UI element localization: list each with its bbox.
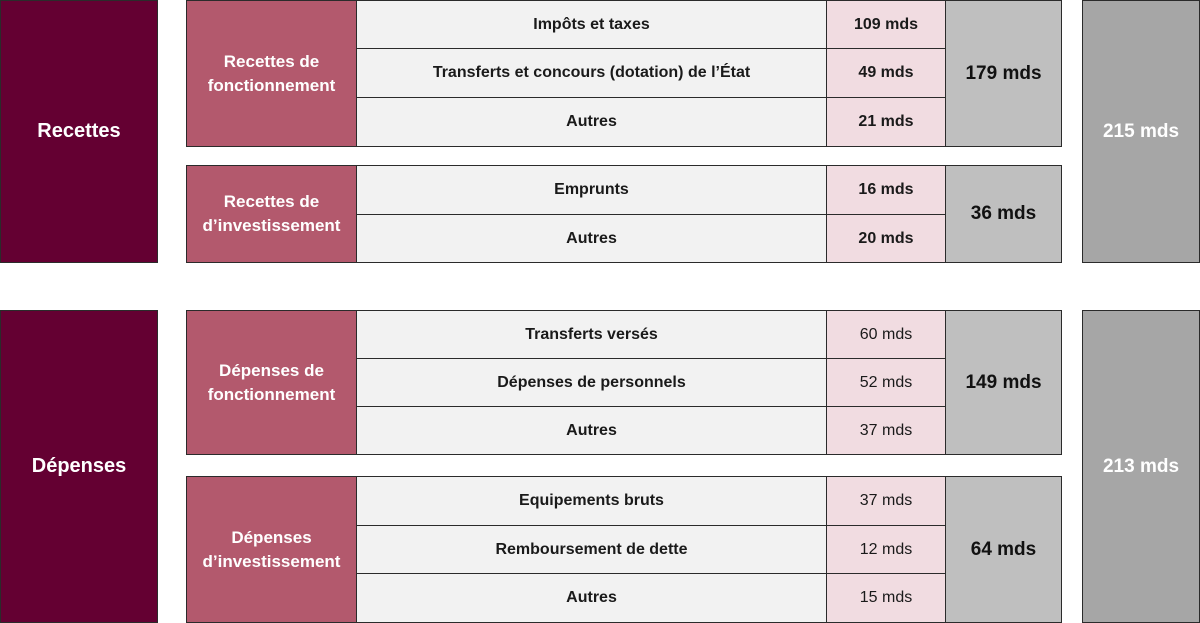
recettes-investissement-subtotal: 36 mds: [945, 165, 1062, 263]
recettes-fonctionnement-label: Recettes de fonctionnement: [186, 0, 357, 147]
item-value: 109 mds: [826, 0, 946, 49]
recettes-fonctionnement-subtotal: 179 mds: [945, 0, 1062, 147]
recettes-investissement-label: Recettes de d’investissement: [186, 165, 357, 263]
depenses-investissement-subtotal: 64 mds: [945, 476, 1062, 623]
item-label: Autres: [356, 214, 827, 263]
item-label: Equipements bruts: [356, 476, 827, 526]
item-label: Impôts et taxes: [356, 0, 827, 49]
item-value: 52 mds: [826, 358, 946, 407]
item-value: 20 mds: [826, 214, 946, 263]
item-value: 49 mds: [826, 48, 946, 98]
item-label: Autres: [356, 406, 827, 455]
item-value: 12 mds: [826, 525, 946, 574]
item-value: 16 mds: [826, 165, 946, 215]
recettes-total: 215 mds: [1082, 0, 1200, 263]
item-value: 21 mds: [826, 97, 946, 147]
depenses-label: Dépenses: [0, 310, 158, 623]
item-value: 15 mds: [826, 573, 946, 623]
item-label: Transferts et concours (dotation) de l’État: [356, 48, 827, 98]
depenses-investissement-label: Dépenses d’investissement: [186, 476, 357, 623]
item-label: Dépenses de personnels: [356, 358, 827, 407]
item-label: Remboursement de dette: [356, 525, 827, 574]
item-value: 37 mds: [826, 406, 946, 455]
depenses-total: 213 mds: [1082, 310, 1200, 623]
item-label: Emprunts: [356, 165, 827, 215]
item-label: Transferts versés: [356, 310, 827, 359]
recettes-label: Recettes: [0, 0, 158, 263]
depenses-fonctionnement-subtotal: 149 mds: [945, 310, 1062, 455]
item-label: Autres: [356, 97, 827, 147]
item-value: 60 mds: [826, 310, 946, 359]
item-value: 37 mds: [826, 476, 946, 526]
depenses-fonctionnement-label: Dépenses de fonctionnement: [186, 310, 357, 455]
item-label: Autres: [356, 573, 827, 623]
